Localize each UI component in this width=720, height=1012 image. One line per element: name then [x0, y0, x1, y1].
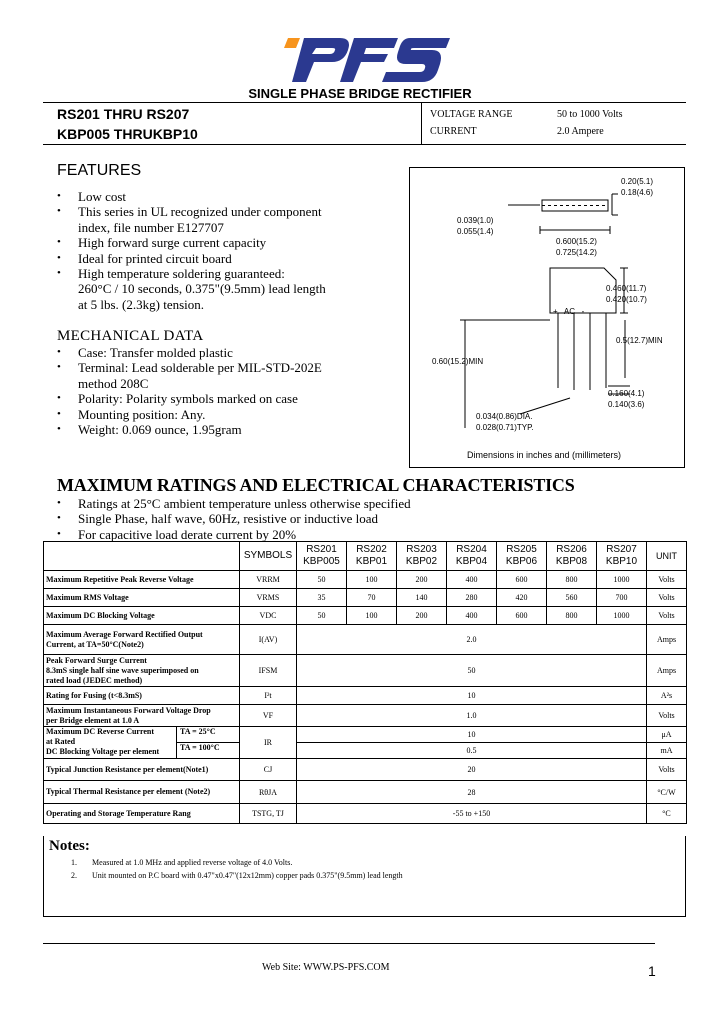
feature-item: • High forward surge current capacity [57, 235, 357, 250]
mechanical-item: • Polarity: Polarity symbols marked on case [57, 391, 357, 406]
mechanical-item: method 208C [78, 375, 149, 391]
header-rule-bottom [43, 144, 686, 145]
features-list [57, 189, 357, 312]
dim-label: 0.60(15.2)MIN [432, 357, 484, 366]
table-header-row [44, 542, 687, 571]
part-number-line2: KBP005 THRUKBP10 [57, 126, 198, 142]
dim-label: 0.20(5.1) [621, 177, 654, 186]
rating-note: • For capacitive load derate current by 20% [57, 527, 557, 542]
table-row: Peak Forward Surge Current 8.3mS single half sine wave superimposed on rated load (JEDEC method) IFSM 50 Amps [44, 655, 687, 687]
table-row: Rating for Fusing (t<8.3mS) I²t 10 A²s [44, 687, 687, 705]
feature-item: • Ideal for printed circuit board [57, 251, 357, 266]
max-ratings-title: MAXIMUM RATINGS AND ELECTRICAL CHARACTERISTICS [57, 475, 575, 495]
voltage-range-value: 50 to 1000 Volts [557, 109, 623, 120]
param-header [44, 542, 240, 571]
voltage-range-label: VOLTAGE RANGE [430, 109, 513, 120]
package-outline-diagram [409, 167, 685, 468]
col-header: RS203 KBP02 [397, 542, 447, 571]
mechanical-list [57, 345, 357, 437]
dim-label: 0.420(10.7) [606, 295, 647, 304]
dim-label: 0.039(1.0) [457, 216, 494, 225]
col-header: RS207 KBP10 [597, 542, 647, 571]
features-title: FEATURES [57, 162, 142, 179]
website-link[interactable]: Web Site: WWW.PS-PFS.COM [262, 962, 390, 973]
diagram-caption: Dimensions in inches and (millimeters) [467, 450, 622, 460]
pin-polarity-marks: + AC - [553, 307, 585, 316]
dim-label: 0.725(14.2) [556, 248, 597, 257]
feature-item: index, file number E127707 [78, 219, 224, 235]
mechanical-data-title: MECHANICAL DATA [57, 328, 204, 344]
page-number: 1 [648, 963, 656, 979]
header-divider [421, 103, 422, 144]
document-subtitle: SINGLE PHASE BRIDGE RECTIFIER [248, 86, 472, 101]
dim-label: 0.5(12.7)MIN [616, 336, 663, 345]
table-row: Typical Thermal Resistance per element (Note2) RθJA 28 °C/W [44, 781, 687, 804]
package-drawing [410, 168, 684, 467]
notes-border-left [43, 836, 44, 916]
dim-label: 0.460(11.7) [606, 284, 647, 293]
feature-item: • This series in UL recognized under component [57, 204, 357, 219]
rating-note: • Single Phase, half wave, 60Hz, resistive or inductive load [57, 511, 557, 526]
mechanical-item: • Case: Transfer molded plastic [57, 345, 357, 360]
dim-label: 0.028(0.71)TYP. [476, 423, 534, 432]
note-number: 1. [71, 858, 77, 867]
notes-border-right [685, 836, 686, 916]
unit-header: UNIT [647, 542, 687, 571]
mechanical-item: • Terminal: Lead solderable per MIL-STD-202E [57, 360, 357, 375]
table-row: Maximum RMS Voltage VRMS 35 70 140 280 420 560 700 Volts [44, 589, 687, 607]
feature-item: 260°C / 10 seconds, 0.375"(9.5mm) lead length [78, 281, 326, 297]
table-row: 0.5 mA [44, 743, 687, 759]
table-row: Maximum DC Reverse Current at Rated DC Blocking Voltage per element TA = 25°C TA = 100°C IR 10 μA [44, 727, 687, 743]
note-number: 2. [71, 871, 77, 880]
feature-item: at 5 lbs. (2.3kg) tension. [78, 296, 205, 312]
notes-title: Notes: [49, 838, 90, 854]
mechanical-item: • Weight: 0.069 ounce, 1.95gram [57, 422, 357, 437]
dim-label: 0.160(4.1) [608, 389, 645, 398]
table-row: Operating and Storage Temperature Rang TSTG, TJ -55 to +150 °C [44, 804, 687, 824]
table-row: Maximum DC Blocking Voltage VDC 50 100 200 400 600 800 1000 Volts [44, 607, 687, 625]
dim-label: 0.600(15.2) [556, 237, 597, 246]
feature-item: • Low cost [57, 189, 357, 204]
pfs-logo [282, 36, 452, 86]
part-number-line1: RS201 THRU RS207 [57, 106, 190, 122]
col-header: RS206 KBP08 [547, 542, 597, 571]
dim-label: 0.034(0.86)DIA. [476, 412, 533, 421]
current-value: 2.0 Ampere [557, 126, 604, 137]
col-header: RS204 KBP04 [447, 542, 497, 571]
current-label: CURRENT [430, 126, 477, 137]
col-header: RS201 KBP005 [297, 542, 347, 571]
feature-item: • High temperature soldering guaranteed: [57, 266, 357, 281]
table-row: Maximum Repetitive Peak Reverse Voltage VRRM 50 100 200 400 600 800 1000 Volts [44, 571, 687, 589]
table-row: Typical Junction Resistance per element(Note1) CJ 20 Volts [44, 759, 687, 781]
dim-label: 0.140(3.6) [608, 400, 645, 409]
col-header: RS205 KBP06 [497, 542, 547, 571]
note-text: Unit mounted on P.C board with 0.47"x0.47"(12x12mm) copper pads 0.375"(9.5mm) lead length [92, 871, 403, 880]
note-text: Measured at 1.0 MHz and applied reverse voltage of 4.0 Volts. [92, 858, 293, 867]
header-rule [43, 102, 686, 103]
ratings-table [43, 541, 687, 824]
rating-note: • Ratings at 25°C ambient temperature unless otherwise specified [57, 496, 557, 511]
col-header: RS202 KBP01 [347, 542, 397, 571]
footer-rule [43, 943, 655, 944]
symbols-header: SYMBOLS [240, 542, 297, 571]
mechanical-item: • Mounting position: Any. [57, 407, 357, 422]
table-row: Maximum Average Forward Rectified Output Current, at TA=50°C(Note2) I(AV) 2.0 Amps [44, 625, 687, 655]
table-row: Maximum Instantaneous Forward Voltage Drop per Bridge element at 1.0 A VF 1.0 Volts [44, 705, 687, 727]
dim-label: 0.18(4.6) [621, 188, 654, 197]
notes-border-bottom [43, 916, 686, 917]
dim-label: 0.055(1.4) [457, 227, 494, 236]
max-ratings-bullets [57, 496, 557, 542]
